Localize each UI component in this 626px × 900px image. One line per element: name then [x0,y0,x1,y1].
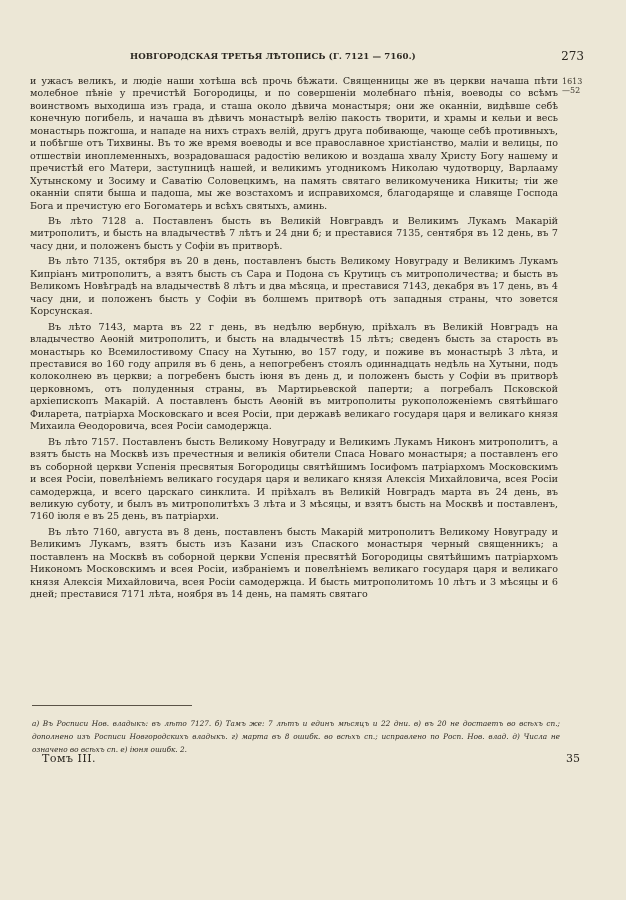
footnotes: а) Въ Росписи Нов. владыкъ: въ лѣто 7127. б) Тамъ же: 7 лѣтъ и единъ мѣсяцъ и 22 дни. в) въ 20 не достаетъ во всѣхъ сп.; дополнено изъ Росписи Новгородскихъ владыкъ. г) марта въ 8 ошибк. во всѣхъ сп.; исправлено по Росп. Нов. влад. д) Числа не означено во всѣхъ сп. е) іюня ошибк. 2. [32,719,560,754]
volume-mark: Томъ III. [42,752,97,765]
paragraph: Въ лѣто 7160, августа въ 8 день, поставленъ бысть Макарій митрополитъ Великому Новуграду и Великимъ Лукамъ, взятъ бысть изъ Казани изъ Спаского монастыря черный священникъ; а поставленъ на Москвѣ въ соборной церкви Успенія пресвятѣй Богородицы святѣйшимъ патріархомъ Никономъ Московскимъ и всея Росіи, избраніемъ и повелѣніемъ великаго государя царя и великаго князя Алексія Михайловича, всея Росіи самодержца. И бысть митрополитомъ 10 лѣтъ и 3 мѣсяцы и 6 дней; преставися 7171 лѣта, ноября въ 14 день, на память святаго [30,526,558,601]
paragraph: Въ лѣто 7135, октября въ 20 в день, поставленъ бысть Великому Новуграду и Великимъ Лукамъ Кипріанъ митрополитъ, а взятъ бысть съ Сара и Подона съ Крутицъ съ митрополичества; и бысть въ Великомъ Новѣградѣ на владычествѣ 8 лѣтъ и два мѣсяца, и преставися 7143, декабря въ 17 день, въ 4 часу дни, и положенъ бысть у Софіи въ болшемъ притворѣ отъ западныя страны, что зовется Корсунская. [30,256,558,318]
bottom-line [42,752,580,768]
paragraph: Въ лѣто 7157. Поставленъ бысть Великому Новуграду и Великимъ Лукамъ Никонъ митрополитъ, а взятъ бысть на Москвѣ изъ пречестныя и великія обители Спаса Новаго монастыря; а поставленъ его въ соборной церкви Успенія пресвятыя Богородицы святѣйшимъ Іосифомъ патріархомъ Московскимъ и всея Росіи, повелѣніемъ великаго государя царя и великаго князя Алексія Михайловича, всея Росіи самодержца, и всего царскаго синклита. И пріѣхалъ въ Великій Новградъ марта въ 24 день, въ великую суботу, и былъ въ митрополитѣхъ 3 лѣта и 3 мѣсяцы, и взятъ бысть на Москвѣ и поставленъ, 7160 іюля е въ 25 день, въ патріархи. [30,436,558,523]
footnote-divider [32,705,192,706]
paragraph: Въ лѣто 7143, марта въ 22 г день, въ недѣлю вербную, пріѣхалъ въ Великій Новградъ на владычество Аѳоній митрополитъ, и бысть на владычествѣ 15 лѣтъ; сведенъ бысть за старость въ монастырь ко Всемилостивому Спасу на Хутыню, во 157 году, и поживе въ монастырѣ 3 лѣта, и преставися во 160 году априля въ 6 день, а непогребенъ стоялъ одиннадцать недѣль на Хутыни, подъ колоколнею въ церкви; а погребенъ бысть іюня въ день д, и положенъ бысть у Софіи въ притворѣ церковномъ, отъ полуденныя страны, въ Мартирьевской паперти; а погребалъ Псковской архіепископъ Макарій. А поставленъ бысть Аѳоній въ митрополиты рукоположеніемъ святѣйшаго Филарета, патріарха Московскаго и всея Росіи, при державѣ великаго государя царя и великаго князя Михаила Ѳеодоровича, всея Росіи самодержца. [30,321,558,433]
paragraph: Въ лѣто 7128 а. Поставленъ бысть въ Великій Новгравдъ и Великимъ Лукамъ Макарій митрополитъ, и бысть на владычествѣ 7 лѣтъ и 24 дни б; и преставися 7135, сентября въ 12 день, въ 7 часу дни, и положенъ бысть у Софіи въ притворѣ. [30,215,558,252]
signature-mark: 35 [566,752,580,765]
paragraph: и ужасъ великъ, и людіе наши хотѣша всѣ прочь бѣжати. Священницы же въ церкви начаша пѣти молебное пѣніе у пречистѣй Богородицы, и по совершеніи молебнаго пѣнія, воеводы со всѣмъ воинствомъ выходиша изъ града, и сташа около дѣвича монастыря; они же оканніи, видѣвше себѣ конечную погибель, и начаша въ дѣвичъ монастырѣ велію пакость творити, и храмы и кельи и весь монастырь пожгоша, и нападе на нихъ страхъ велій, другъ друга побивающе, чающе себѣ противныхъ, и побѣгше отъ Тихвины. Въ то же время воеводы и все православное христіанство, маліи и велицы, по отшествіи иноплеменныхъ, возрадовашася радостію великою и воздаша хвалу Христу Богу нашему и пречистѣй его Матери, заступницѣ нашей, и великимъ угодникомъ Николаю чудотворцу, Варлааму Хутынскому и Зосиму и Саватію Соловецкимъ, на память святаго великомученика Никиты; тіи же оканніи спяти быша и падоша, мы же возстахомъ и исправихомся, благодаряще и славяще Господа Бога и пречистую его Богоматерь и всѣхъ святыхъ, аминь. [30,76,558,212]
page-header [30,50,596,68]
running-head: НОВГОРОДСКАЯ ТРЕТЬЯ ЛѢТОПИСЬ (Г. 7121 — 7160.) [130,52,416,62]
margin-year-note: 1613 —52 [562,77,583,95]
chronicle-text [30,76,558,605]
page-number: 273 [561,49,584,63]
